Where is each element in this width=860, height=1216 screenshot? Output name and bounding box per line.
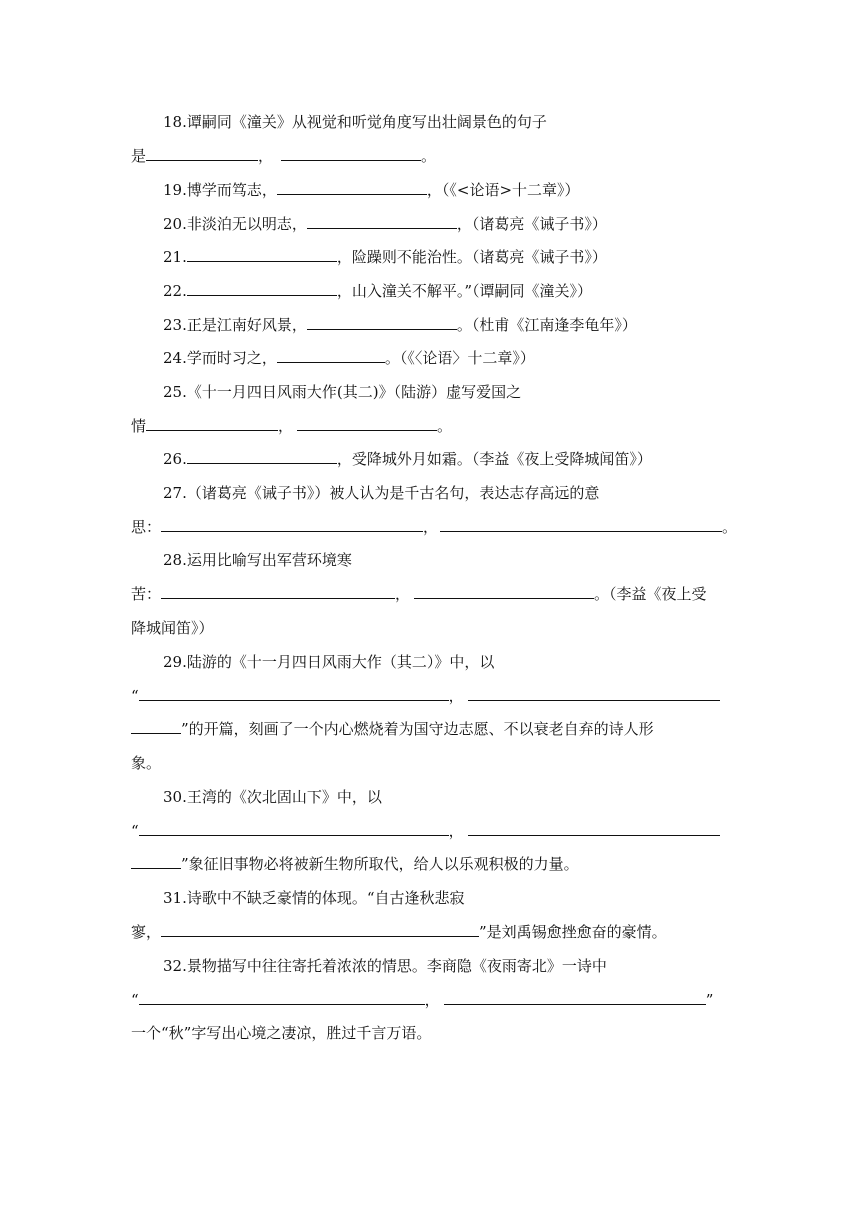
question-20: 20.非淡泊无以明志， ，（诸葛亮《诫子书》） — [163, 215, 607, 233]
answer-blank[interactable] — [146, 416, 278, 431]
answer-blank[interactable] — [139, 821, 449, 836]
question-18-answer-line: 是 ， 。 — [131, 147, 437, 165]
question-32: 32.景物描写中往往寄托着浓浓的情思。李商隐《夜雨寄北》一诗中 — [163, 957, 607, 975]
question-25: 25.《十一月四日风雨大作(其二)》（陆游）虚写爱国之 — [163, 383, 522, 401]
question-24: 24.学而时习之， 。（《〈论语〉十二章》） — [163, 349, 535, 367]
question-21: 21. ，险躁则不能治性。（诸葛亮《诫子书》） — [163, 248, 607, 266]
answer-blank[interactable] — [131, 854, 181, 869]
answer-blank[interactable] — [468, 821, 720, 836]
question-25-answer-line: 情 ， 。 — [131, 417, 453, 435]
answer-blank[interactable] — [277, 180, 427, 195]
answer-blank[interactable] — [139, 686, 449, 701]
question-28-answer-line: 苦： ， 。（李益《夜上受 — [131, 585, 707, 603]
question-28-source: 降城闻笛》） — [131, 619, 214, 637]
question-18: 18.谭嗣同《潼关》从视觉和听觉角度写出壮阔景色的句子 — [163, 113, 547, 131]
question-27-answer-line: 思： ， 。 — [131, 518, 738, 536]
question-30-continuation: ”象征旧事物必将被新生物所取代，给人以乐观积极的力量。 — [131, 854, 579, 874]
question-29: 29.陆游的《十一月四日风雨大作（其二）》中，以 — [163, 653, 495, 671]
answer-blank[interactable] — [161, 584, 395, 599]
answer-blank[interactable] — [277, 348, 385, 363]
answer-blank[interactable] — [187, 449, 337, 464]
question-29-continuation: ”的开篇，刻画了一个内心燃烧着为国守边志愿、不以衰老自弃的诗人形 — [131, 719, 654, 739]
answer-blank[interactable] — [139, 990, 425, 1005]
answer-blank[interactable] — [187, 281, 337, 296]
answer-blank[interactable] — [131, 719, 181, 734]
question-30: 30.王湾的《次北固山下》中，以 — [163, 788, 382, 806]
question-29-answer-line: “ ， — [131, 686, 720, 706]
answer-blank[interactable] — [414, 584, 594, 599]
question-30-answer-line: “ ， — [131, 821, 720, 841]
question-26: 26. ，受降城外月如霜。（李益《夜上受降城闻笛》） — [163, 450, 652, 468]
question-31-answer-line: 寥， ”是刘禹锡愈挫愈奋的豪情。 — [131, 923, 667, 941]
answer-blank[interactable] — [468, 686, 720, 701]
answer-blank[interactable] — [187, 247, 337, 262]
answer-blank[interactable] — [161, 517, 423, 532]
question-32-continuation: 一个“秋”字写出心境之凄凉，胜过千言万语。 — [131, 1024, 432, 1042]
question-32-answer-line: “ ， ” — [131, 991, 714, 1009]
answer-blank[interactable] — [146, 146, 258, 161]
question-28: 28.运用比喻写出军营环境寒 — [163, 551, 352, 569]
question-27: 27.（诸葛亮《诫子书》）被人认为是千古名句，表达志存高远的意 — [163, 484, 600, 502]
question-19: 19.博学而笃志， ，（《<论语>十二章》） — [163, 181, 580, 199]
question-23: 23.正是江南好风景， 。（杜甫《江南逢李龟年》） — [163, 316, 637, 334]
answer-blank[interactable] — [444, 990, 706, 1005]
answer-blank[interactable] — [161, 922, 479, 937]
answer-blank[interactable] — [440, 517, 722, 532]
answer-blank[interactable] — [297, 416, 437, 431]
question-29-end: 象。 — [131, 754, 162, 772]
answer-blank[interactable] — [307, 315, 457, 330]
answer-blank[interactable] — [307, 214, 457, 229]
question-31: 31.诗歌中不缺乏豪情的体现。“自古逢秋悲寂 — [163, 889, 465, 907]
question-22: 22. ，山入潼关不解平。”（谭嗣同《潼关》） — [163, 282, 593, 300]
answer-blank[interactable] — [281, 146, 421, 161]
